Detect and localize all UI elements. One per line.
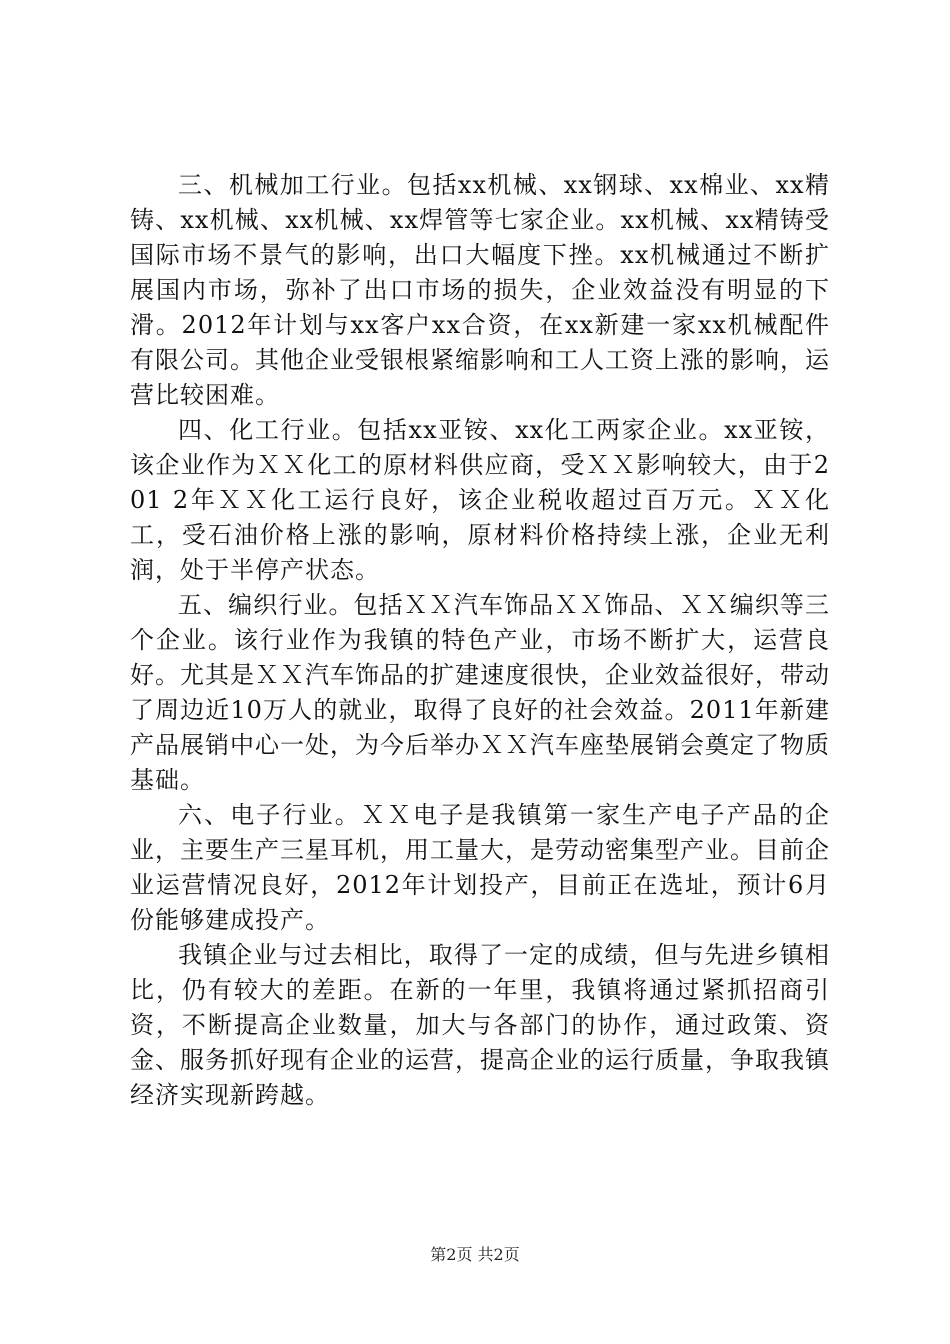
document-body [130, 168, 830, 1113]
paragraph-machining-industry: 三、机械加工行业。包括xx机械、xx钢球、xx棉业、xx精铸、xx机械、xx机械、xx焊管等七家企业。xx机械、xx精铸受国际市场不景气的影响，出口大幅度下挫。xx机械通过不断扩展国内市场，弥补了出口市场的损失，企业效益没有明显的下滑。2012年计划与xx客户xx合资，在xx新建一家xx机械配件有限公司。其他企业受银根紧缩影响和工人工资上涨的影响，运营比较困难。 [130, 171, 830, 409]
paragraph-conclusion: 我镇企业与过去相比，取得了一定的成绩，但与先进乡镇相比，仍有较大的差距。在新的一年里，我镇将通过紧抓招商引资，不断提高企业数量，加大与各部门的协作，通过政策、资金、服务抓好现有企业的运营，提高企业的运行质量，争取我镇经济实现新跨越。 [130, 941, 830, 1109]
page-number-footer: 第2页 共2页 [430, 1245, 520, 1264]
paragraph-weaving-industry: 五、编织行业。包括ＸＸ汽车饰品ＸＸ饰品、ＸＸ编织等三个企业。该行业作为我镇的特色产业，市场不断扩大，运营良好。尤其是ＸＸ汽车饰品的扩建速度很快，企业效益很好，带动了周边近10万人的就业，取得了良好的社会效益。2011年新建产品展销中心一处，为今后举办ＸＸ汽车座垫展销会奠定了物质基础。 [130, 591, 830, 794]
paragraph-chemical-industry: 四、化工行业。包括xx亚铵、xx化工两家企业。xx亚铵，该企业作为ＸＸ化工的原材料供应商，受ＸＸ影响较大，由于201 2年ＸＸ化工运行良好，该企业税收超过百万元。ＸＸ化工，受石油价格上涨的影响，原材料价格持续上涨，企业无利润，处于半停产状态。 [130, 416, 830, 584]
paragraph-electronics-industry: 六、电子行业。ＸＸ电子是我镇第一家生产电子产品的企业，主要生产三星耳机，用工量大，是劳动密集型产业。目前企业运营情况良好，2012年计划投产，目前正在选址，预计6月份能够建成投产。 [130, 801, 830, 934]
